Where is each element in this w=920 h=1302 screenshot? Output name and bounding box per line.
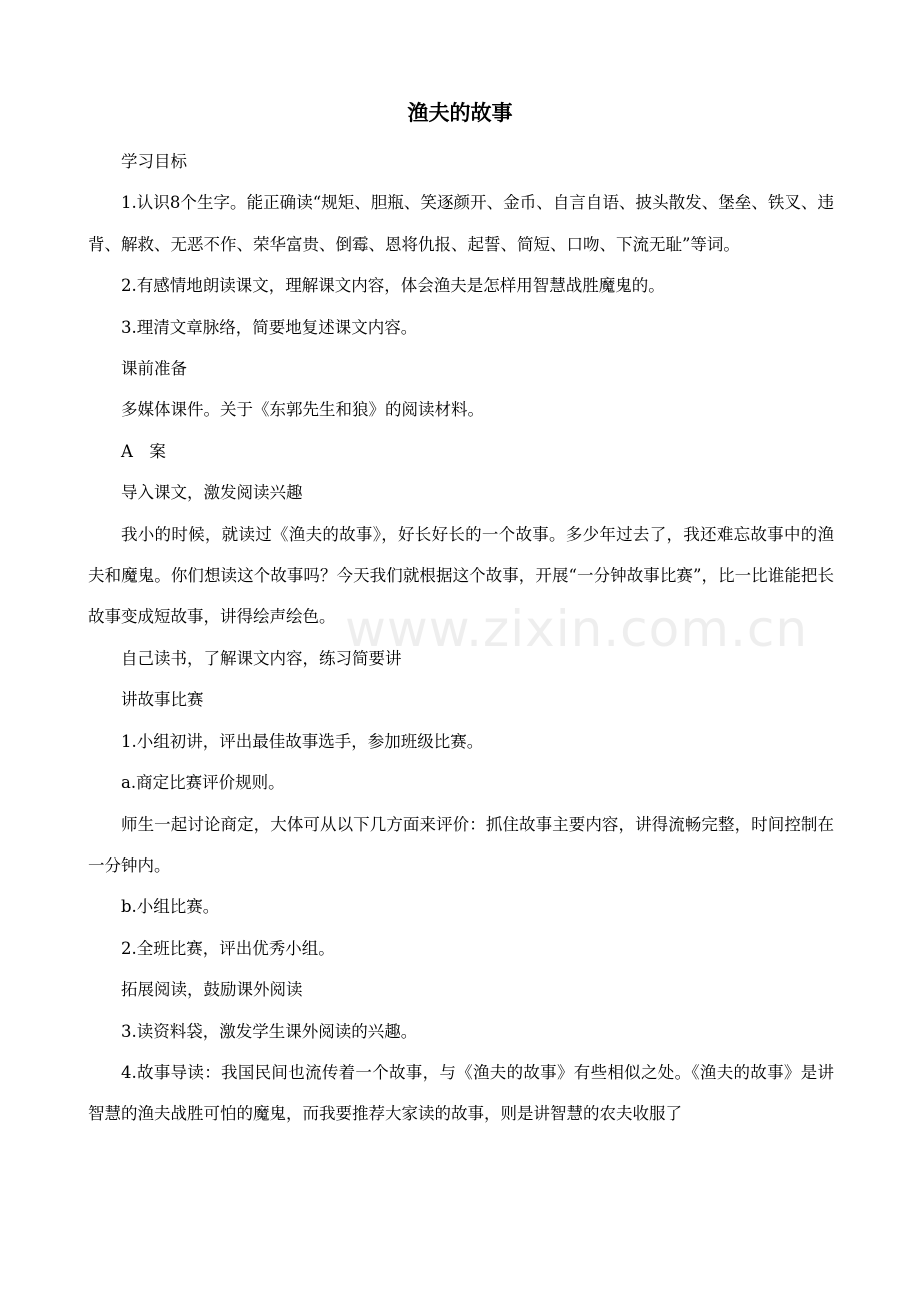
extended-step-4: 4.故事导读：我国民间也流传着一个故事，与《渔夫的故事》有些相似之处。《渔夫的故事》是讲智慧的渔夫战胜可怕的魔鬼，而我要推荐大家读的故事，则是讲智慧的农夫收服了 <box>88 1062 834 1124</box>
preparation-text: 多媒体课件。关于《东郭先生和狼》的阅读材料。 <box>121 400 484 420</box>
contest-step-b: b.小组比赛。 <box>121 897 220 917</box>
section-story-contest: 讲故事比赛 <box>121 690 204 710</box>
goal-item-2: 2.有感情地朗读课文，理解课文内容，体会渔夫是怎样用智慧战胜魔鬼的。 <box>121 276 665 296</box>
heading-preparation: 课前准备 <box>121 359 187 379</box>
extended-step-3: 3.读资料袋，激发学生课外阅读的兴趣。 <box>121 1021 418 1041</box>
section-introduction: 导入课文，激发阅读兴趣 <box>121 483 303 503</box>
section-self-reading: 自己读书，了解课文内容，练习简要讲 <box>121 648 402 668</box>
contest-step-a: a.商定比赛评价规则。 <box>121 773 285 793</box>
introduction-text: 我小的时候，就读过《渔夫的故事》，好长好长的一个故事。多少年过去了，我还难忘故事中的渔夫和魔鬼。你们想读这个故事吗？今天我们就根据这个故事，开展“一分钟故事比赛”，比一比谁能把长故事变成短故事，讲得绘声绘色。 <box>88 524 834 627</box>
heading-learning-goals: 学习目标 <box>121 152 187 171</box>
watermark: www.zixin.com.cn <box>345 600 809 658</box>
contest-step-1: 1.小组初讲，评出最佳故事选手，参加班级比赛。 <box>121 731 484 751</box>
goal-item-1: 1.认识8个生字。能正确读“规矩、胆瓶、笑逐颜开、金币、自言自语、披头散发、堡垒、铁叉、违背、解救、无恶不作、荣华富贵、倒霉、恩将仇报、起誓、简短、口吻、下流无耻”等词。 <box>88 193 834 254</box>
goal-item-3: 3.理清文章脉络，简要地复述课文内容。 <box>121 317 418 337</box>
heading-plan-a: A 案 <box>121 441 166 461</box>
section-extended-reading: 拓展阅读，鼓励课外阅读 <box>121 980 303 1000</box>
contest-step-2: 2.全班比赛，评出优秀小组。 <box>121 938 335 958</box>
document-title: 渔夫的故事 <box>407 101 513 125</box>
contest-rules-text: 师生一起讨论商定，大体可从以下几方面来评价：抓住故事主要内容，讲得流畅完整，时间控制在一分钟内。 <box>88 814 834 875</box>
